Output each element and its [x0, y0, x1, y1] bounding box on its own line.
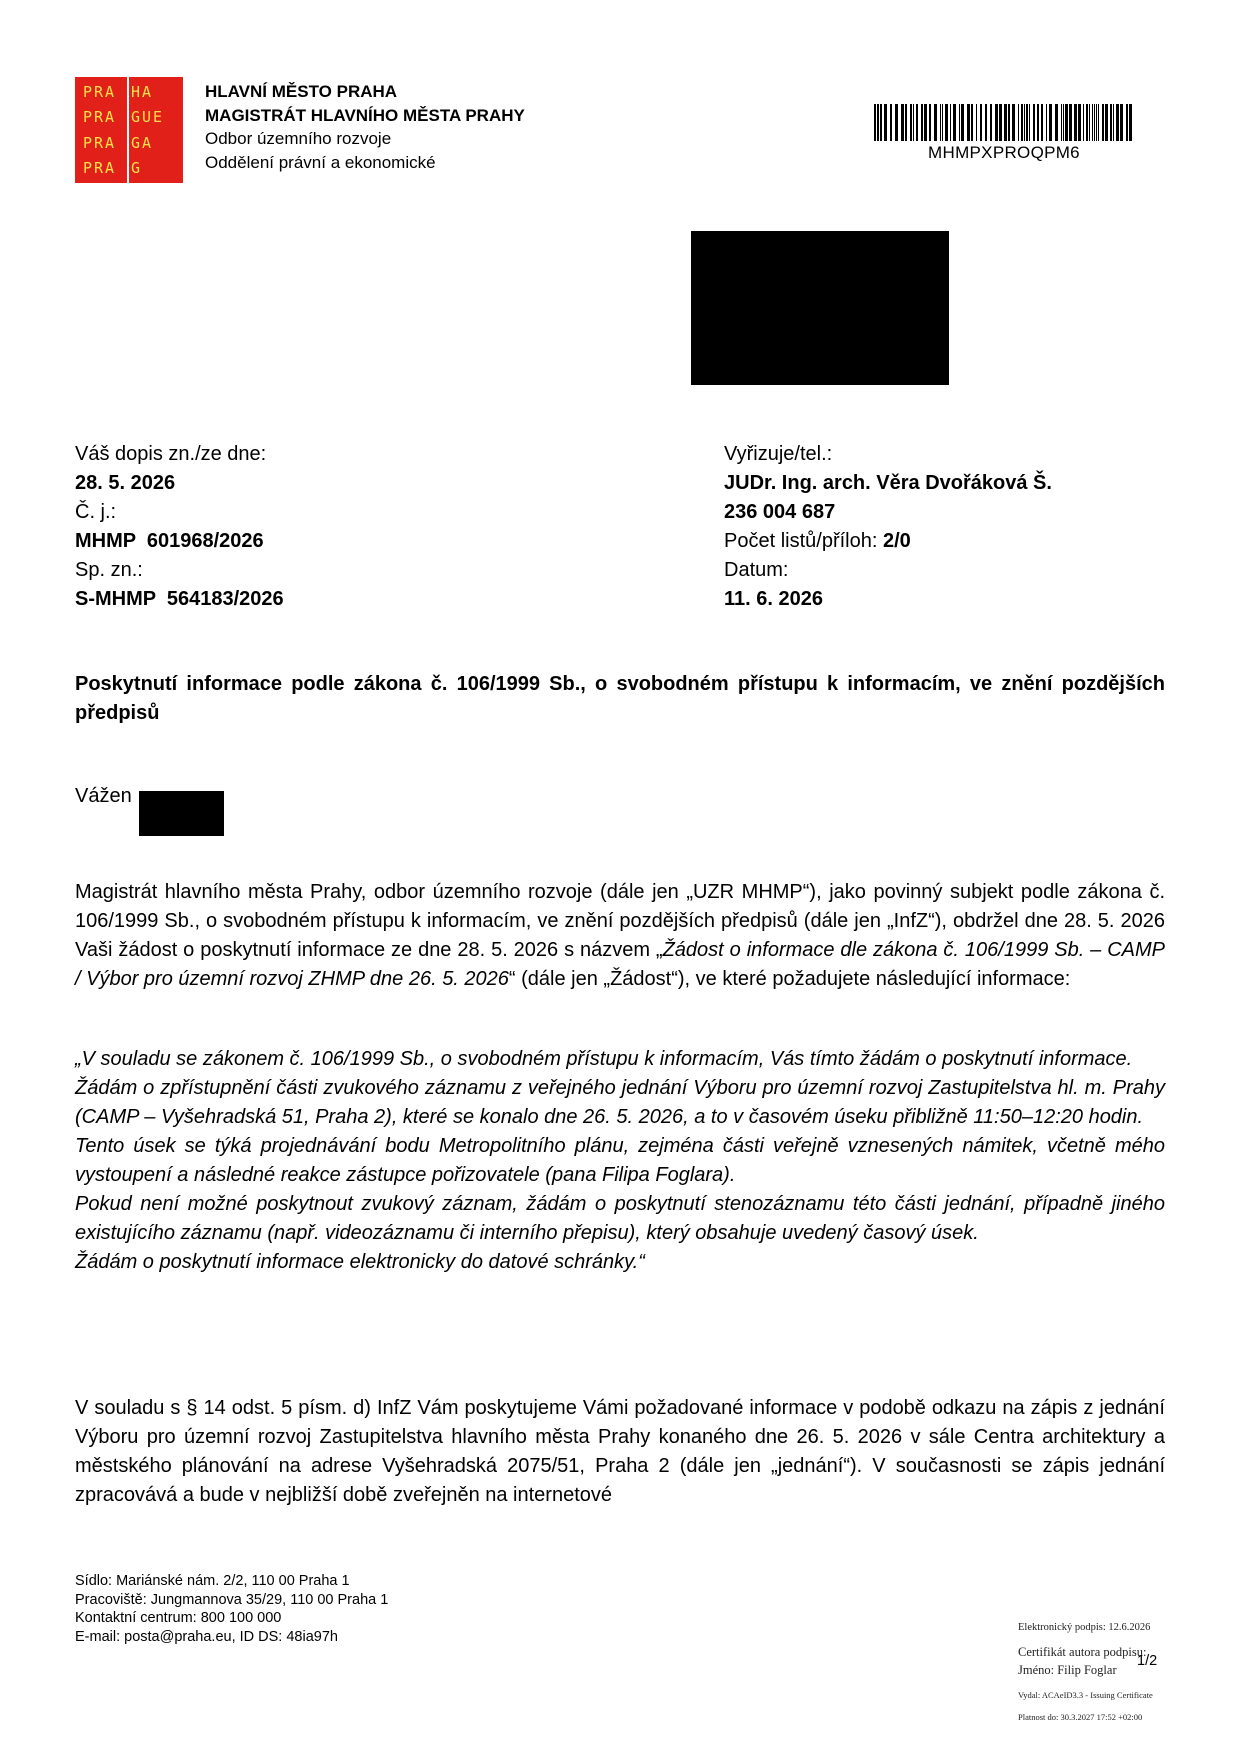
barcode-bar [990, 104, 992, 141]
logo-row [75, 107, 183, 127]
barcode-bar [1055, 104, 1058, 141]
barcode-bar [1029, 104, 1030, 141]
intro-paragraph [75, 878, 1165, 994]
barcode-bar [929, 104, 931, 141]
handled-by-name: JUDr. Ing. arch. Věra Dvořáková Š. [724, 472, 1052, 494]
barcode-bar [1098, 104, 1099, 141]
barcode-bar [1026, 104, 1028, 141]
barcode-bar [1008, 104, 1010, 141]
sheet-count-label: Počet listů/příloh: [724, 530, 883, 552]
logo-text: PRA [83, 108, 117, 127]
logo-row [75, 158, 183, 178]
logo-row [75, 133, 183, 153]
praha-logo [75, 77, 183, 183]
barcode-bar [1065, 104, 1068, 141]
letterhead-section: Oddělení právní a ekonomické [205, 152, 436, 172]
barcode-bar [916, 104, 918, 141]
barcode-bar [1096, 104, 1097, 141]
letter-subject: Poskytnutí informace podle zákona č. 106/1999 Sb., o svobodném přístupu k informacím, ve znění pozdějších předpisů [75, 673, 1165, 724]
barcode-bar [942, 104, 943, 141]
salutation-text: Vážen [75, 785, 132, 807]
barcode-bar [1033, 104, 1035, 141]
barcode-bar [1116, 104, 1119, 141]
file-number: S-MHMP 564183/2026 [75, 588, 284, 610]
barcode-bar [1094, 104, 1095, 141]
barcode-code: MHMPXPROQPM6 [928, 143, 1080, 162]
barcode-bar [1105, 104, 1108, 141]
signature-issuer: Vydal: ACAeID3.3 - Issuing Certificate [1018, 1690, 1153, 1700]
footer-contacts [75, 1572, 388, 1646]
quoted-request-line: Žádám o zpřístupnění části zvukového záznamu z veřejného jednání Výboru pro územní rozvoj Zastupitelstva hl. m. Prahy (CAMP – Vyšehradská 51, Praha 2), které se konalo dne 26. 5. 2026, a to v časovém úseku přibližně 11:50–12:20 hodin. [75, 1077, 1165, 1128]
reference-right [724, 440, 1052, 614]
barcode-bar [924, 104, 927, 141]
barcode-bar [953, 104, 956, 141]
barcode-bar [985, 104, 987, 141]
quoted-request [75, 1045, 1165, 1277]
barcode-bar [967, 104, 970, 141]
barcode-bar [1069, 104, 1072, 141]
barcode-bar [934, 104, 937, 141]
reference-left [75, 440, 284, 614]
salutation [75, 785, 132, 808]
footer-email: E-mail: posta@praha.eu, ID DS: 48ia97h [75, 1628, 338, 1645]
reference-number: MHMP 601968/2026 [75, 530, 264, 552]
barcode-bar [884, 104, 887, 141]
electronic-signature [1018, 1621, 1153, 1723]
barcode-bar [1083, 104, 1084, 141]
handled-by-label: Vyřizuje/tel.: [724, 443, 833, 465]
barcode-bar [1120, 104, 1123, 141]
letterhead-magistrate: MAGISTRÁT HLAVNÍHO MĚSTA PRAHY [205, 105, 525, 125]
barcode-bar [1086, 104, 1088, 141]
footer-seat: Sídlo: Mariánské nám. 2/2, 110 00 Praha 1 [75, 1573, 350, 1589]
barcode-bar [1074, 104, 1077, 141]
barcode-bar [1049, 104, 1052, 141]
barcode-bar [959, 104, 960, 141]
footer-workplace: Pracoviště: Jungmannova 35/29, 110 00 Praha 1 [75, 1591, 389, 1608]
logo-text: HA [131, 83, 154, 101]
barcode-bar [1078, 104, 1081, 141]
quoted-request-line: „V souladu se zákonem č. 106/1999 Sb., o svobodném přístupu k informacím, Vás tímto žádám o poskytnutí informace. [75, 1048, 1133, 1070]
date-label: Datum: [724, 559, 789, 581]
barcode-bar [1063, 104, 1064, 141]
barcode-bar [1004, 104, 1007, 141]
barcode-bar [877, 104, 879, 141]
intro-text [75, 878, 1165, 994]
barcode-bar [971, 104, 973, 141]
barcode-bar [1024, 104, 1025, 141]
barcode-bar [995, 104, 998, 141]
your-letter-date: 28. 5. 2026 [75, 472, 176, 494]
barcode-bar [1021, 104, 1023, 141]
reference-number-label: Č. j.: [75, 501, 117, 523]
quoted-request-line: Tento úsek se týká projednávání bodu Metropolitního plánu, zejména části veřejně vznesených námitek, včetně mého vystoupení a následné reakce zástupce pořizovatele (pana Filipa Foglara). [75, 1135, 1165, 1186]
logo-text: PRA [83, 158, 117, 177]
barcode-bar [910, 104, 912, 141]
intro-text-part: “ (dále jen „Žádost“), ve které požadujete následující informace: [508, 968, 1071, 990]
response-text: V souladu s § 14 odst. 5 písm. d) InfZ Vám poskytujeme Vámi požadované informace v podobě odkazu na zápis z jednání Výboru pro územní rozvoj Zastupitelstva hlavního města Prahy konaného dne 26. 5. 2026 v sále Centra architektury a městského plánování na adrese Vyšehradská 2075/51, Praha 2 (dále jen „jednání“). V současnosti se zápis jednání zpracovává a bude v nejbližší době zveřejněn na internetové [75, 1397, 1165, 1506]
barcode-bar [890, 104, 892, 141]
barcode-bar [1061, 104, 1062, 141]
letterhead-city: HLAVNÍ MĚSTO PRAHA [205, 82, 398, 101]
barcode-bar [1041, 104, 1043, 141]
barcode-bar [1018, 104, 1019, 141]
barcode [874, 104, 1134, 141]
barcode-bar [980, 104, 982, 141]
logo-text: GUE [131, 108, 165, 127]
barcode-bar [905, 104, 907, 141]
signature-cert-label: Certifikát autora podpisu: [1018, 1645, 1147, 1659]
letterhead-department: Odbor územního rozvoje [205, 129, 392, 148]
logo-text: PRA [83, 133, 117, 152]
barcode-bar [913, 104, 914, 141]
barcode-bar [961, 104, 964, 141]
barcode-bar [874, 104, 876, 141]
page-number: 1/2 [1137, 1653, 1158, 1669]
signature-date: Elektronický podpis: 12.6.2026 [1018, 1622, 1151, 1633]
footer-contact-center: Kontaktní centrum: 800 100 000 [75, 1610, 282, 1626]
barcode-bar [1113, 104, 1114, 141]
barcode-bar [1126, 104, 1128, 141]
barcode-bar [1046, 104, 1047, 141]
your-letter-label: Váš dopis zn./ze dne: [75, 443, 267, 465]
logo-text: PRA [83, 83, 117, 101]
letter-date: 11. 6. 2026 [724, 588, 823, 610]
logo-text: G [131, 158, 143, 177]
signature-validity: Platnost do: 30.3.2027 17:52 +02:00 [1018, 1712, 1143, 1722]
barcode-bar [921, 104, 923, 141]
redacted-address [691, 231, 949, 385]
redacted-name [139, 791, 224, 836]
barcode-bar [1037, 104, 1039, 141]
barcode-bar [1089, 104, 1090, 141]
barcode-bar [1012, 104, 1015, 141]
sheet-count [724, 527, 1052, 556]
barcode-bar [1092, 104, 1093, 141]
sheet-count-value: 2/0 [882, 530, 911, 552]
barcode-bar [1129, 104, 1132, 141]
barcode-bar [1102, 104, 1104, 141]
barcode-bar [945, 104, 948, 141]
file-number-label: Sp. zn.: [75, 559, 143, 581]
barcode-bar [999, 104, 1002, 141]
logo-text: GA [131, 133, 154, 152]
barcode-bar [880, 104, 882, 141]
barcode-bar [976, 104, 977, 141]
barcode-bar [940, 104, 941, 141]
handled-by-phone: 236 004 687 [724, 501, 836, 523]
signature-name: Jméno: Filip Foglar [1018, 1663, 1117, 1677]
request-title: Žádost o informace dle zákona č. 106/1999 Sb. – CAMP / Výbor pro územní rozvoj ZHMP dne 26. 5. 2026 [75, 939, 1165, 990]
intro-text-part: Magistrát hlavního města Prahy, odbor územního rozvoje (dále jen „UZR MHMP“), jako povinný subjekt podle zákona č. 106/1999 Sb., o svobodném přístupu k informacím, ve znění pozdějších předpisů (dále jen „InfZ“), obdržel dne 28. 5. 2026 Vaši žádost o poskytnutí informace ze dne 28. 5. 2026 s názvem „ [75, 881, 1165, 961]
quoted-request-line: Žádám o poskytnutí informace elektronicky do datové schránky.“ [75, 1251, 645, 1273]
logo-row [75, 82, 183, 102]
barcode-bar [950, 104, 951, 141]
letterhead [205, 80, 525, 174]
barcode-bar [1110, 104, 1112, 141]
response-paragraph [75, 1394, 1165, 1510]
quoted-request-line: Pokud není možné poskytnout zvukový záznam, žádám o poskytnutí stenozáznamu této části jednání, případně jiného existujícího záznamu (např. videozáznamu či interního přepisu), který obsahuje uvedený časový úsek. [75, 1193, 1165, 1244]
barcode-bar [901, 104, 904, 141]
barcode-bar [895, 104, 898, 141]
